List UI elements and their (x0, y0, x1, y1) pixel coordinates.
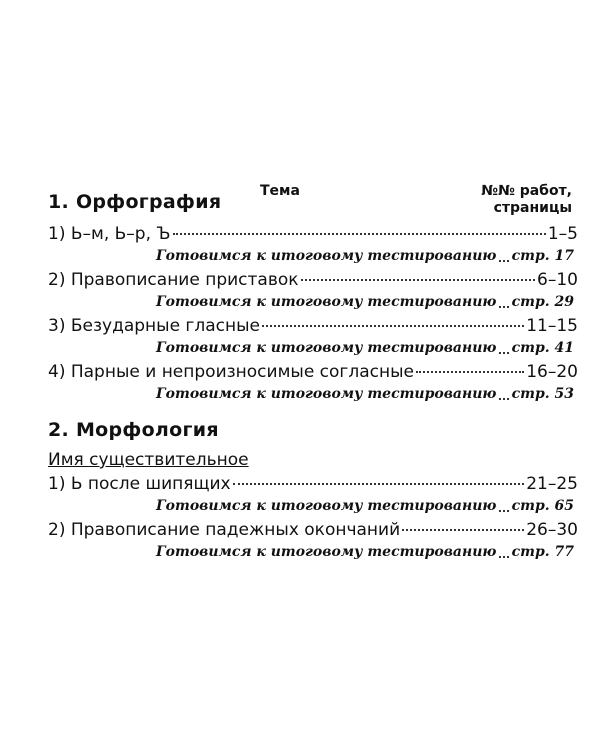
dot-leader (499, 398, 508, 400)
dot-leader (416, 371, 524, 373)
entry-pages: 6–10 (537, 270, 578, 290)
review-page: стр. 65 (511, 498, 574, 514)
review-entry (48, 245, 578, 269)
toc-entry (48, 223, 578, 245)
table-of-contents (48, 183, 578, 565)
entry-pages: 26–30 (526, 520, 578, 540)
dot-leader (233, 483, 525, 485)
column-header-pages (481, 183, 572, 217)
toc-entry (48, 519, 578, 541)
entry-pages: 16–20 (526, 362, 578, 382)
review-label: Готовимся к итоговому тестированию (156, 294, 497, 310)
dot-leader (301, 279, 536, 281)
toc-entry (48, 473, 578, 495)
entry-label: 1) Ь после шипящих (48, 474, 231, 494)
dot-leader (499, 306, 508, 308)
review-entry (48, 337, 578, 361)
column-header-pages-line2: страницы (493, 200, 572, 216)
entry-label: 1) Ь–м, Ь–р, Ъ (48, 224, 171, 244)
review-entry (48, 495, 578, 519)
column-header-topic: Тема (260, 183, 300, 199)
dot-leader (262, 325, 524, 327)
entry-pages: 11–15 (526, 316, 578, 336)
entry-label: 2) Правописание приставок (48, 270, 299, 290)
review-entry (48, 291, 578, 315)
review-label: Готовимся к итоговому тестированию (156, 498, 497, 514)
review-entry (48, 383, 578, 407)
review-page: стр. 41 (511, 340, 574, 356)
review-entry (48, 541, 578, 565)
section-title-morphology: 2. Морфология (48, 419, 219, 441)
column-header-pages-line1: №№ работ, (481, 183, 572, 199)
dot-leader (499, 352, 508, 354)
dot-leader (499, 260, 508, 262)
entry-label: 2) Правописание падежных окончаний (48, 520, 401, 540)
review-label: Готовимся к итоговому тестированию (156, 544, 497, 560)
review-label: Готовимся к итоговому тестированию (156, 340, 497, 356)
review-page: стр. 17 (511, 248, 574, 264)
review-page: стр. 77 (511, 544, 574, 560)
entry-label: 3) Безударные гласные (48, 316, 260, 336)
toc-entry (48, 269, 578, 291)
dot-leader (173, 233, 546, 235)
entry-pages: 1–5 (547, 224, 578, 244)
dot-leader (499, 556, 508, 558)
toc-header (48, 183, 578, 223)
review-label: Готовимся к итоговому тестированию (156, 248, 497, 264)
review-label: Готовимся к итоговому тестированию (156, 386, 497, 402)
entry-label: 4) Парные и непроизносимые согласные (48, 362, 414, 382)
subsection-title: Имя существительное (48, 450, 249, 470)
section-title-orthography: 1. Орфография (48, 191, 222, 213)
toc-entry (48, 315, 578, 337)
entry-pages: 21–25 (526, 474, 578, 494)
review-page: стр. 53 (511, 386, 574, 402)
toc-entry (48, 361, 578, 383)
review-page: стр. 29 (511, 294, 574, 310)
dot-leader (402, 529, 524, 531)
dot-leader (499, 510, 508, 512)
